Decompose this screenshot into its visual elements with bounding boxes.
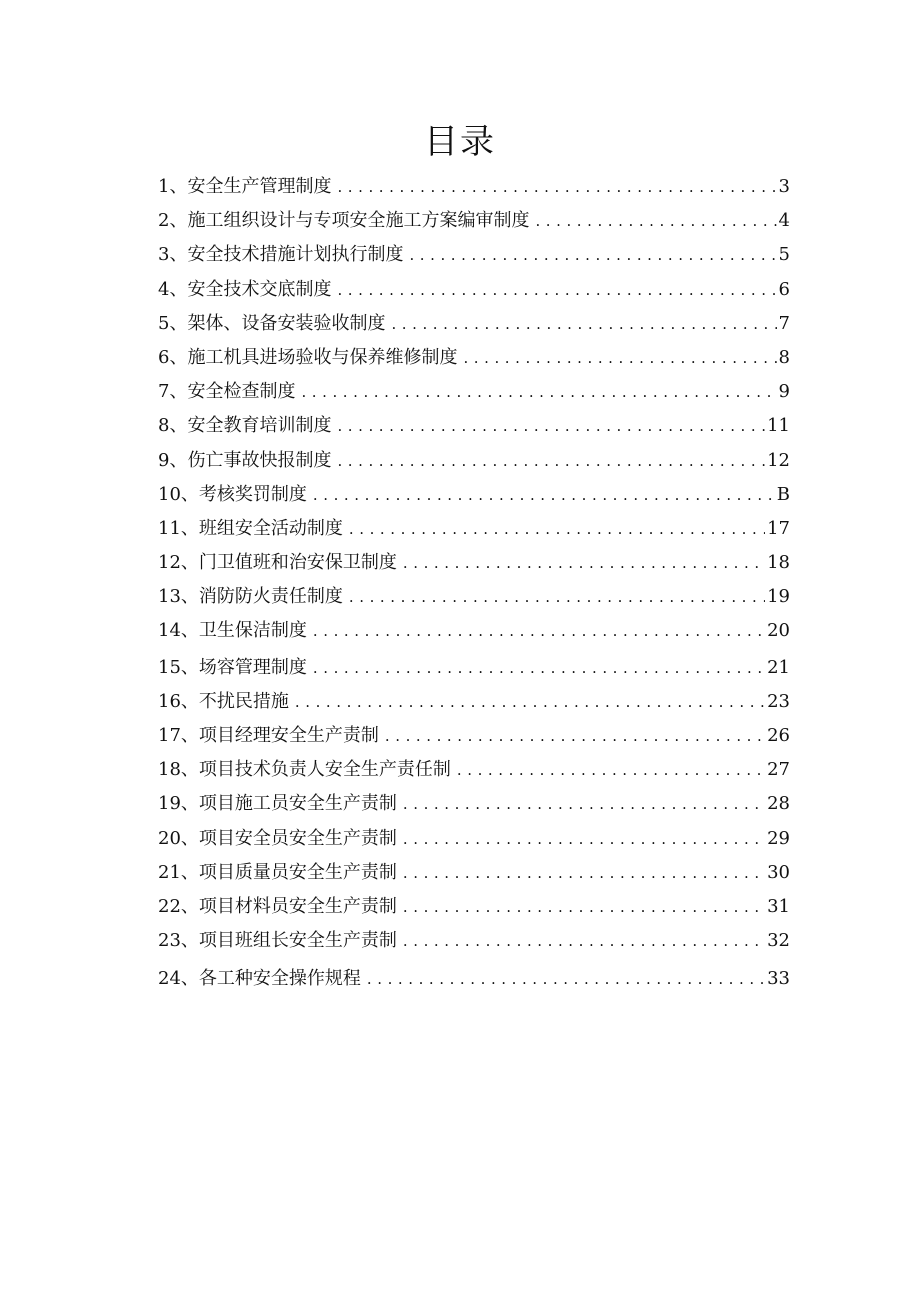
toc-entry-1: [158, 170, 790, 204]
toc-page-number: 18: [767, 552, 790, 574]
toc-entry-16: [158, 685, 790, 719]
toc-entry-4: [158, 273, 790, 307]
toc-entry-23: [158, 924, 790, 958]
toc-entry-text: 7、安全检查制度: [158, 381, 296, 403]
toc-dot-leader: [403, 856, 765, 890]
toc-dot-leader: [457, 753, 765, 787]
page-title: 目录: [424, 122, 496, 162]
toc-page-number: 6: [778, 278, 790, 300]
toc-entry-22: [158, 890, 790, 924]
toc-dot-leader: [301, 375, 776, 409]
toc-entry-11: [158, 512, 790, 546]
toc-entry-text: 2、施工组织设计与专项安全施工方案编审制度: [158, 210, 530, 232]
toc-dot-leader: [337, 170, 776, 204]
toc-page-number: 31: [767, 895, 790, 917]
toc-entry-text: 15、场容管理制度: [158, 656, 307, 678]
toc-page-number: 17: [767, 517, 790, 539]
toc-page-number: 32: [767, 930, 790, 952]
toc-page-number: 28: [767, 793, 790, 815]
toc-dot-leader: [313, 614, 765, 648]
toc-dot-leader: [391, 307, 776, 341]
toc-entry-9: [158, 444, 790, 478]
toc-page-number: 8: [778, 346, 790, 368]
toc-page-number: 3: [778, 176, 790, 197]
toc-entry-text: 22、项目材料员安全生产责制: [158, 895, 397, 917]
toc-dot-leader: [313, 651, 765, 685]
toc-page-number: 12: [767, 449, 790, 471]
toc-dot-leader: [337, 444, 765, 478]
toc-entry-6: [158, 341, 790, 375]
toc-page-number: 9: [778, 381, 790, 403]
toc-dot-leader: [313, 478, 775, 512]
toc-entry-14: [158, 614, 790, 648]
toc-page-number: 5: [778, 244, 790, 266]
toc-entry-text: 20、项目安全员安全生产责制: [158, 827, 397, 849]
toc-page-number: 19: [767, 586, 790, 608]
toc-dot-leader: [367, 962, 765, 996]
toc-entry-20: [158, 822, 790, 856]
toc-dot-leader: [337, 273, 776, 307]
toc-entry-24: [158, 962, 790, 996]
toc-page-number: 11: [767, 415, 790, 437]
toc-page-number: 20: [767, 620, 790, 642]
toc-dot-leader: [385, 719, 765, 753]
toc-entry-text: 11、班组安全活动制度: [158, 517, 343, 539]
toc-page-number: B: [776, 483, 790, 505]
toc-dot-leader: [535, 204, 776, 238]
toc-entry-text: 12、门卫值班和治安保卫制度: [158, 552, 397, 574]
toc-entry-text: 19、项目施工员安全生产责制: [158, 793, 397, 815]
table-of-contents: [158, 170, 790, 997]
toc-entry-21: [158, 856, 790, 890]
toc-dot-leader: [403, 924, 765, 958]
toc-entry-text: 9、伤亡事故快报制度: [158, 449, 332, 471]
toc-page-number: 4: [778, 210, 790, 232]
toc-entry-2: [158, 204, 790, 238]
toc-dot-leader: [337, 409, 765, 443]
toc-entry-text: 6、施工机具进场验收与保养维修制度: [158, 346, 458, 368]
toc-page-number: 29: [767, 827, 790, 849]
toc-entry-text: 1、安全生产管理制度: [158, 176, 332, 197]
toc-entry-18: [158, 753, 790, 787]
toc-entry-text: 3、安全技术措施计划执行制度: [158, 244, 404, 266]
toc-entry-10: [158, 478, 790, 512]
toc-dot-leader: [349, 512, 765, 546]
toc-entry-text: 4、安全技术交底制度: [158, 278, 332, 300]
toc-entry-7: [158, 375, 790, 409]
toc-entry-text: 5、架体、设备安装验收制度: [158, 312, 386, 334]
toc-entry-text: 24、各工种安全操作规程: [158, 968, 361, 990]
toc-dot-leader: [403, 890, 765, 924]
toc-entry-text: 13、消防防火责任制度: [158, 586, 343, 608]
toc-page-number: 21: [767, 656, 790, 678]
toc-dot-leader: [295, 685, 765, 719]
toc-entry-3: [158, 238, 790, 272]
toc-dot-leader: [403, 546, 765, 580]
toc-entry-8: [158, 409, 790, 443]
toc-dot-leader: [409, 238, 776, 272]
toc-page-number: 7: [778, 312, 790, 334]
toc-page-number: 30: [767, 861, 790, 883]
toc-entry-5: [158, 307, 790, 341]
toc-entry-15: [158, 651, 790, 685]
toc-entry-text: 10、考核奖罚制度: [158, 483, 307, 505]
toc-entry-text: 23、项目班组长安全生产责制: [158, 930, 397, 952]
toc-page-number: 26: [767, 725, 790, 746]
toc-entry-17: [158, 719, 790, 753]
toc-dot-leader: [403, 787, 765, 821]
toc-entry-text: 17、项目经理安全生产责制: [158, 725, 379, 746]
toc-entry-12: [158, 546, 790, 580]
toc-entry-19: [158, 787, 790, 821]
toc-entry-text: 21、项目质量员安全生产责制: [158, 861, 397, 883]
toc-page-number: 27: [767, 759, 790, 781]
toc-dot-leader: [349, 580, 765, 614]
toc-dot-leader: [403, 822, 765, 856]
toc-dot-leader: [463, 341, 776, 375]
toc-page-number: 23: [767, 690, 790, 712]
toc-entry-text: 16、不扰民措施: [158, 690, 289, 712]
toc-entry-text: 14、卫生保洁制度: [158, 620, 307, 642]
toc-page-number: 33: [767, 968, 790, 990]
toc-entry-text: 18、项目技术负责人安全生产责任制: [158, 759, 451, 781]
toc-entry-13: [158, 580, 790, 614]
toc-entry-text: 8、安全教育培训制度: [158, 415, 332, 437]
